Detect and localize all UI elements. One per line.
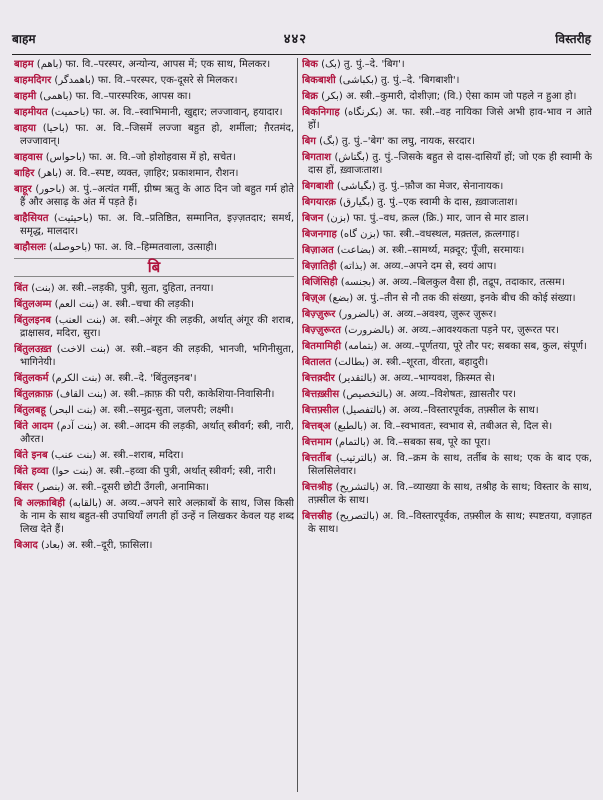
entry-headword: बिज़ातिही [302, 261, 337, 272]
entry-headword: बिंतुलकर्म [14, 373, 49, 384]
entry-definition: (بنت القاف) अ. स्त्री.–क़ाफ़ की परी, काकेशिया-निवासिनी। [55, 389, 275, 400]
entry-headword: बिगयारक़ [302, 197, 337, 208]
dictionary-entry [302, 244, 592, 257]
entry-definition: (بالضرورت) अ. अव्य.–आवश्यकता पड़ने पर, ज़ुरूरत पर। [344, 325, 559, 336]
dictionary-entry [14, 106, 294, 119]
dictionary-entry [302, 276, 592, 289]
entry-headword: बाहूर [14, 184, 32, 195]
dictionary-entry [302, 452, 592, 478]
dictionary-entry [14, 298, 294, 311]
entry-headword: बिंतुलउख़्त [14, 344, 52, 355]
entry-headword: बिकनिगाह [302, 107, 340, 118]
dictionary-entry [14, 122, 294, 148]
entry-headword: बित्तफ़्सील [302, 405, 339, 416]
header-rule [12, 54, 591, 55]
entry-definition: (بجنسه) अ. अव्य.–बिलकुल वैसा ही, तद्रूप, तदाकार, तत्सम। [340, 277, 565, 288]
dictionary-entry [14, 404, 294, 417]
entry-definition: (بکباشی) तु. पुं.–दे. 'बिगबाशी'। [338, 75, 460, 86]
entry-headword: बित्तस्रीह [302, 511, 332, 522]
entry-headword: बिज़्ज़ुरूरत [302, 325, 341, 336]
entry-definition: (باحمیت) फा. अ. वि.–स्वाभिमानी, खुद्दार; लज्जावान्, हयादार। [50, 107, 283, 118]
dictionary-entry [302, 196, 592, 209]
dictionary-entry [302, 436, 592, 449]
dictionary-entry [302, 260, 592, 273]
dictionary-entry [302, 372, 592, 385]
entry-headword: बिक [302, 59, 318, 70]
page-number: ४४२ [283, 32, 308, 47]
entry-headword: बित्तमाम [302, 437, 332, 448]
entry-headword: बित्तश्रीह [302, 482, 333, 493]
entry-definition: (بنت الاخت) अ. स्त्री.–बहन की लड़की, भानजी, भगिनीसुता, भागिनेयी। [20, 344, 294, 368]
entry-definition: (بنت آدم) अ. स्त्री.–आदम की लड़की, अर्थात् स्त्रीवर्ग; स्त्री, नारी, औरत। [20, 421, 294, 445]
entry-headword: बि अल्क़ाबिही [14, 498, 66, 509]
entry-headword: बिग [302, 136, 316, 147]
entry-headword: बितालत [302, 357, 332, 368]
entry-headword: बिक्र [302, 91, 318, 102]
entry-definition: (بضاعت) अ. स्त्री.–सामर्थ्य, मक़्दूर; पूँजी, सरमायः। [336, 245, 525, 256]
dictionary-entry [302, 74, 592, 87]
entry-definition: (بالتشریح) अ. वि.–व्याख्या के साथ, तश्रीह के साथ; विस्तार के साथ, तफ़्सील के साथ। [308, 482, 592, 506]
entry-definition: (بطالت) अ. स्त्री.–शूरता, वीरता, बहादुरी। [334, 357, 489, 368]
entry-headword: बित्तख़्सीस [302, 389, 340, 400]
entry-headword: बिज़्ज़ुरूर [302, 309, 336, 320]
entry-headword: बिंते आदम [14, 421, 54, 432]
dictionary-entry [302, 420, 592, 433]
entry-definition: (بالتصریح) अ. वि.–विस्तारपूर्वक, तफ़्सील के साथ; स्पष्टतया, वज़ाहत के साथ। [308, 511, 592, 535]
entry-headword: बाहमदिगर [14, 75, 52, 86]
entry-definition: (بالضرور) अ. अव्य.–अवश्य, ज़ुरूर ज़ुरूर। [338, 309, 497, 320]
entry-definition: (بنت البحر) अ. स्त्री.–समुद्र-सुता, जलपरी; लक्ष्मी। [49, 405, 234, 416]
entry-definition: (باحور) अ. पुं.–अत्यंत गर्मी, ग्रीष्म ऋतु के आठ दिन जो बहुत गर्म होते हैं और असाढ़ के अंत में पड़ते हैं। [20, 184, 294, 208]
entry-definition: (بالتقدیر) अ. अव्य.–भाग्यवश, क़िस्मत से। [338, 373, 496, 384]
entry-definition: (باحواس) फा. अ. वि.–जो होशोहवास में हो, सचेत। [45, 152, 236, 163]
entry-definition: (بذاته) अ. अव्य.–अपने दम से, स्वयं आप। [339, 261, 497, 272]
entry-headword: बिजिंसिही [302, 277, 338, 288]
entry-definition: (باهمدگر) फा. वि.–परस्पर, एक-दूसरे से मिलकर। [54, 75, 238, 86]
dictionary-entry [302, 228, 592, 241]
page-header [12, 24, 591, 52]
dictionary-entry [14, 372, 294, 385]
entry-definition: (بگ) तु. पुं.–'बेग' का लघु, नायक, सरदार। [319, 136, 475, 147]
entry-definition: (بنت الکرم) अ. स्त्री.–दे. 'बिंतुलइनब'। [51, 373, 197, 384]
entry-definition: (بنصر) अ. स्त्री.–दूसरी छोटी उँगली, अनामिका। [36, 482, 210, 493]
entry-headword: बाहमीयत [14, 107, 48, 118]
entry-headword: बिकबाशी [302, 75, 336, 86]
dictionary-entry [14, 497, 294, 536]
entry-definition: (بکر) अ. स्त्री.–कुमारी, दोशीज़ा; (वि.) ऐसा काम जो पहले न हुआ हो। [321, 91, 577, 102]
entry-definition: (بالقابه) अ. अव्य.–अपने सारे अल्क़ाबों के साथ, जिस किसी के नाम के साथ बहुत-सी उपाधियाँ लगती हों उन्हें न लिखकर केवल यह शब्द लिख देते हैं। [20, 498, 294, 535]
entry-definition: (بنت العنب) अ. स्त्री.–अंगूर की लड़की, अर्थात् अंगूर की शराब, द्राक्षासव, मदिरा, सुरा। [20, 315, 294, 339]
entry-headword: बिंतुलबहू [14, 405, 46, 416]
dictionary-entry [14, 241, 294, 254]
dictionary-entry [302, 292, 592, 305]
dictionary-entry [302, 135, 592, 148]
entry-definition: (بنت عنب) अ. स्त्री.–शराब, मदिरा। [50, 450, 184, 461]
dictionary-entry [14, 90, 294, 103]
entry-headword: बिजनगाह [302, 229, 337, 240]
dictionary-entry [14, 481, 294, 494]
dictionary-entry [302, 90, 592, 103]
left-entries-top [14, 58, 294, 254]
entry-definition: (بضع) अ. पुं.–तीन से नौ तक की संख्या, इनके बीच की कोई संख्या। [328, 293, 576, 304]
entry-definition: (بالتخصیص) अ. अव्य.–विशेषतः, ख़ासतौर पर। [342, 389, 517, 400]
entry-headword: बिज़्अ [302, 293, 326, 304]
entry-headword: बाहौसलः [14, 242, 46, 253]
entry-headword: बितमामिही [302, 341, 342, 352]
dictionary-entry [302, 510, 592, 536]
entry-headword: बिंतुलइनब [14, 315, 51, 326]
dictionary-entry [14, 282, 294, 295]
dictionary-entry [302, 58, 592, 71]
dictionary-entry [302, 481, 592, 507]
dictionary-entry [14, 74, 294, 87]
dictionary-entry [302, 404, 592, 417]
entry-definition: (بنت حوا) अ. स्त्री.–हव्वा की पुत्री, अर्थात् स्त्रीवर्ग; स्त्री, नारी। [51, 466, 276, 477]
entry-headword: बिगताश [302, 152, 332, 163]
entry-headword: बिआद [14, 540, 38, 551]
entry-headword: बिगबाशी [302, 181, 334, 192]
dictionary-entry [302, 106, 592, 132]
entry-headword: बित्तक़्दीर [302, 373, 335, 384]
dictionary-entry [14, 388, 294, 401]
dictionary-entry [14, 343, 294, 369]
entry-definition: (بکرنگاه) अ. फा. स्त्री.–वह नायिका जिसे अभी हाव-भाव न आते हों। [308, 107, 592, 131]
left-entries-bottom [14, 282, 294, 552]
dictionary-entry [14, 449, 294, 462]
entry-headword: बिंतुलक़ाफ़ [14, 389, 53, 400]
entry-definition: (بگتاش) तु. पुं.–जिसके बहुत से दास-दासियाँ हों; जो एक ही स्वामी के दास हों, ख़्वाजःताश। [308, 152, 592, 176]
column-divider [297, 58, 298, 792]
entry-definition: (باهر) अ. वि.–स्पष्ट, व्यक्त, ज़ाहिर; प्रकाशमान, रौशन। [37, 168, 239, 179]
entry-headword: बिंतुलअम्म [14, 299, 52, 310]
entry-definition: (بتمامه) अ. अव्य.–पूर्णतया, पूरे तौर पर; सबका सब, कुल, संपूर्ण। [344, 341, 587, 352]
dictionary-entry [302, 151, 592, 177]
entry-headword: बिंते हव्वा [14, 466, 49, 477]
entry-headword: बिंते इनब [14, 450, 48, 461]
entry-definition: (بگیارق) तु. पुं.–एक स्वामी के दास, ख़्वाजःताश। [339, 197, 518, 208]
right-entries [302, 58, 592, 536]
header-left-word: बाहम [12, 31, 36, 46]
dictionary-entry [14, 151, 294, 164]
dictionary-entry [14, 465, 294, 478]
entry-definition: (باهمی) फा. वि.–पारस्परिक, आपस का। [39, 91, 192, 102]
entry-headword: बिज़ाअत [302, 245, 334, 256]
entry-headword: बिजन [302, 213, 324, 224]
entry-headword: बाहैसियत [14, 213, 49, 224]
entry-definition: (بزن گاه) फा. स्त्री.–वधस्थल, मक़्तल, क़त्लगाह। [340, 229, 520, 240]
entry-definition: (بنت) अ. स्त्री.–लड़की, पुत्री, सुता, दुहिता, तनया। [31, 283, 214, 294]
entry-headword: बिंसर [14, 482, 34, 493]
dictionary-entry [14, 420, 294, 446]
dictionary-entry [302, 324, 592, 337]
entry-definition: (بعاد) अ. स्त्री.–दूरी, फ़ासिला। [41, 540, 153, 551]
entry-definition: (باهم) फा. वि.–परस्पर, अन्योन्य, आपस में; एक साथ, मिलकर। [36, 59, 271, 70]
entry-definition: (بالترتیب) अ. वि.–क्रम के साथ, तर्तीब के साथ; एक के बाद एक, सिलसिलेवार। [308, 453, 592, 477]
dictionary-entry [302, 340, 592, 353]
entry-definition: (باحیا) फा. अ. वि.–जिसमें लज्जा बहुत हो, शर्मीला; ग़ैरतमंद, लज्जावान्। [20, 123, 294, 147]
dictionary-entry [302, 180, 592, 193]
entry-definition: (بزن) फा. पुं.–वध, क़त्ल (क्रि.) मार, जान से मार डाल। [326, 213, 529, 224]
entry-definition: (بالطبع) अ. वि.–स्वभावतः, स्वभाव से, तबीअत से, दिल से। [333, 421, 553, 432]
entry-definition: (بگباشی) तु. पुं.–फ़ौज का मेजर, सेनानायक। [336, 181, 504, 192]
entry-definition: (بالتمام) अ. वि.–सबका सब, पूरे का पूरा। [334, 437, 491, 448]
left-column [14, 58, 294, 794]
entry-headword: बित्तर्तीब [302, 453, 332, 464]
entry-headword: बाहिर [14, 168, 35, 179]
entry-headword: बाहमी [14, 91, 37, 102]
dictionary-entry [14, 167, 294, 180]
dictionary-entry [302, 388, 592, 401]
entry-definition: (بک) तु. पुं.–दे. 'बिग'। [321, 59, 405, 70]
entry-headword: बित्तब्अ [302, 421, 331, 432]
entry-definition: (بنت العم) अ. स्त्री.–चचा की लड़की। [54, 299, 194, 310]
dictionary-entry [14, 212, 294, 238]
dictionary-entry [302, 212, 592, 225]
entry-headword: बाहया [14, 123, 36, 134]
dictionary-entry [302, 356, 592, 369]
entry-definition: (باحیثیت) फा. अ. वि.–प्रतिष्ठित, सम्मानित, इज़्ज़तदार; समर्थ, समृद्ध, मालदार। [20, 213, 294, 237]
entry-definition: (باحوصله) फा. अ. वि.–हिम्मतवाला, उत्साही। [48, 242, 218, 253]
dictionary-entry [14, 58, 294, 71]
dictionary-entry [14, 314, 294, 340]
dictionary-entry [302, 308, 592, 321]
section-letter: बि [14, 258, 294, 277]
entry-headword: बाहवास [14, 152, 43, 163]
header-right-word: विस्तरीह [555, 31, 591, 46]
dictionary-entry [14, 183, 294, 209]
entry-definition: (بالتفصیل) अ. अव्य.–विस्तारपूर्वक, तफ़्सील के साथ। [341, 405, 539, 416]
right-column [302, 58, 592, 794]
entry-headword: बिंत [14, 283, 28, 294]
entry-headword: बाहम [14, 59, 34, 70]
dictionary-entry [14, 539, 294, 552]
